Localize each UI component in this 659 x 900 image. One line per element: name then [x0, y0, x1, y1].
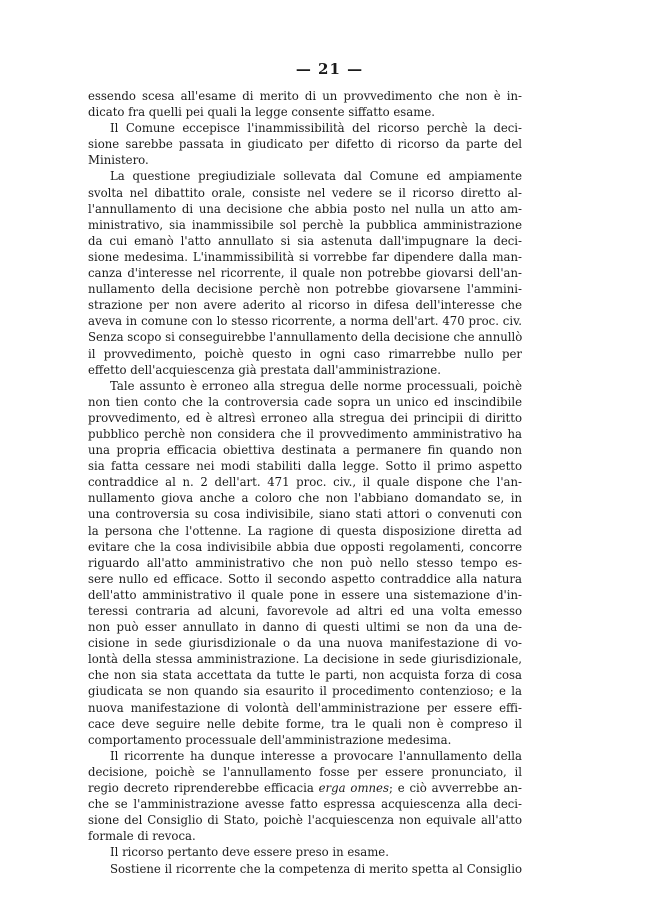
text-line: comportamento processuale dell'amministrazione medesima.	[88, 732, 452, 747]
text-line: svolta nel dibattito orale, consiste nel vedere se il ricorso diretto al-	[88, 185, 522, 200]
text-line: nullamento della decisione perchè non potrebbe giovarsene l'ammini-	[88, 282, 522, 297]
text-line: provvedimento, ed è altresì erroneo alla stregua dei principii di diritto	[88, 410, 522, 425]
text-line: l'annullamento di una decisione che abbia posto nel nulla un atto am-	[88, 201, 522, 216]
text-line: strazione per non avere aderito al ricorso in difesa dell'interesse che	[88, 298, 522, 313]
text-line: nullamento giova anche a coloro che non l'abbiano domandato se, in	[88, 491, 522, 506]
text-line: effetto dell'acquiescenza già prestata dall'amministrazione.	[88, 362, 441, 377]
text-line: Il ricorrente ha dunque interesse a provocare l'annullamento della	[110, 748, 522, 763]
text-line: dell'atto amministrativo il quale pone in essere una sistemazione d'in-	[88, 587, 522, 602]
page-number: — 21 —	[295, 60, 364, 78]
text-line: sione del Consiglio di Stato, poichè l'acquiescenza non equivale all'atto	[88, 813, 522, 828]
text-line: dicato fra quelli pei quali la legge consente siffatto esame.	[88, 105, 435, 120]
body-text	[88, 88, 522, 877]
text-line: Il ricorso pertanto deve essere preso in esame.	[110, 845, 389, 860]
text-line: La questione pregiudiziale sollevata dal Comune ed ampiamente	[110, 169, 522, 184]
text-line: ministrativo, sia inammissibile sol perchè la pubblica amministrazione	[88, 217, 522, 232]
text-line: sione sarebbe passata in giudicato per difetto di ricorso da parte del	[88, 137, 522, 152]
text-line: Il Comune eccepisce l'inammissibilità del ricorso perchè la deci-	[110, 121, 522, 136]
text-line: sia fatta cessare nei modi stabiliti dalla legge. Sotto il primo aspetto	[88, 459, 522, 474]
text-line: che se l'amministrazione avesse fatto espressa acquiescenza alla deci-	[88, 797, 522, 812]
text-line: contraddice al n. 2 dell'art. 471 proc. civ., il quale dispone che l'an-	[88, 475, 522, 490]
text-line: riguardo all'atto amministrativo che non può nello stesso tempo es-	[88, 555, 522, 570]
text-line: formale di revoca.	[88, 829, 196, 844]
text-line: teressi contraria ad alcuni, favorevole ad altri ed una volta emesso	[88, 604, 522, 618]
text-line: non tien conto che la controversia cade sopra un unico ed inscindibile	[88, 394, 522, 409]
text-line: la persona che l'ottenne. La ragione di questa disposizione diretta ad	[88, 523, 522, 538]
text-line: il provvedimento, poichè questo in ogni caso rimarrebbe nullo per	[88, 346, 522, 361]
text-line: Senza scopo si conseguirebbe l'annullamento della decisione che annullò	[88, 330, 523, 345]
text-line: regio decreto riprenderebbe efficacia erga omnes; e ciò avverrebbe an-	[88, 781, 522, 796]
text-line: Tale assunto è erroneo alla stregua delle norme processuali, poichè	[110, 378, 522, 393]
text-line: sione medesima. L'inammissibilità si vorrebbe far dipendere dalla man-	[88, 249, 522, 264]
text-line: lontà della stessa amministrazione. La decisione in sede giurisdizionale,	[88, 652, 522, 667]
text-line: canza d'interesse nel ricorrente, il quale non potrebbe giovarsi dell'an-	[88, 266, 522, 281]
text-line: essendo scesa all'esame di merito di un provvedimento che non è in-	[88, 89, 522, 103]
text-line: Ministero.	[88, 153, 149, 168]
text-line: Sostiene il ricorrente che la competenza di merito spetta al Consiglio	[110, 861, 522, 876]
text-line: sere nullo ed efficace. Sotto il secondo aspetto contraddice alla natura	[88, 571, 522, 586]
text-line: cace deve seguire nelle debite forme, tra le quali non è compreso il	[88, 716, 522, 731]
text-line: evitare che la cosa indivisibile abbia due opposti regolamenti, concorre	[88, 539, 522, 554]
text-line: giudicata se non quando sia esaurito il procedimento contenzioso; e la	[88, 684, 522, 699]
text-line: da cui emanò l'atto annullato si sia astenuta dall'impugnare la deci-	[88, 233, 522, 248]
text-line: che non sia stata accettata da tutte le parti, non acquista forza di cosa	[88, 668, 522, 683]
text-line: una controversia su cosa indivisibile, siano stati attori o convenuti con	[88, 507, 522, 522]
text-line: cisione in sede giurisdizionale o da una nuova manifestazione di vo-	[88, 636, 522, 651]
text-line: non può esser annullato in danno di questi ultimi se non da una de-	[88, 620, 522, 635]
text-line: decisione, poichè se l'annullamento fosse per essere pronunciato, il	[88, 764, 522, 779]
text-line: nuova manifestazione di volontà dell'amministrazione per essere effi-	[88, 700, 522, 715]
text-line: una propria efficacia obiettiva destinata a permanere fin quando non	[88, 443, 522, 458]
text-line: aveva in comune con lo stesso ricorrente, a norma dell'art. 470 proc. civ.	[88, 314, 522, 329]
text-line: pubblico perchè non considera che il provvedimento amministrativo ha	[88, 426, 522, 441]
